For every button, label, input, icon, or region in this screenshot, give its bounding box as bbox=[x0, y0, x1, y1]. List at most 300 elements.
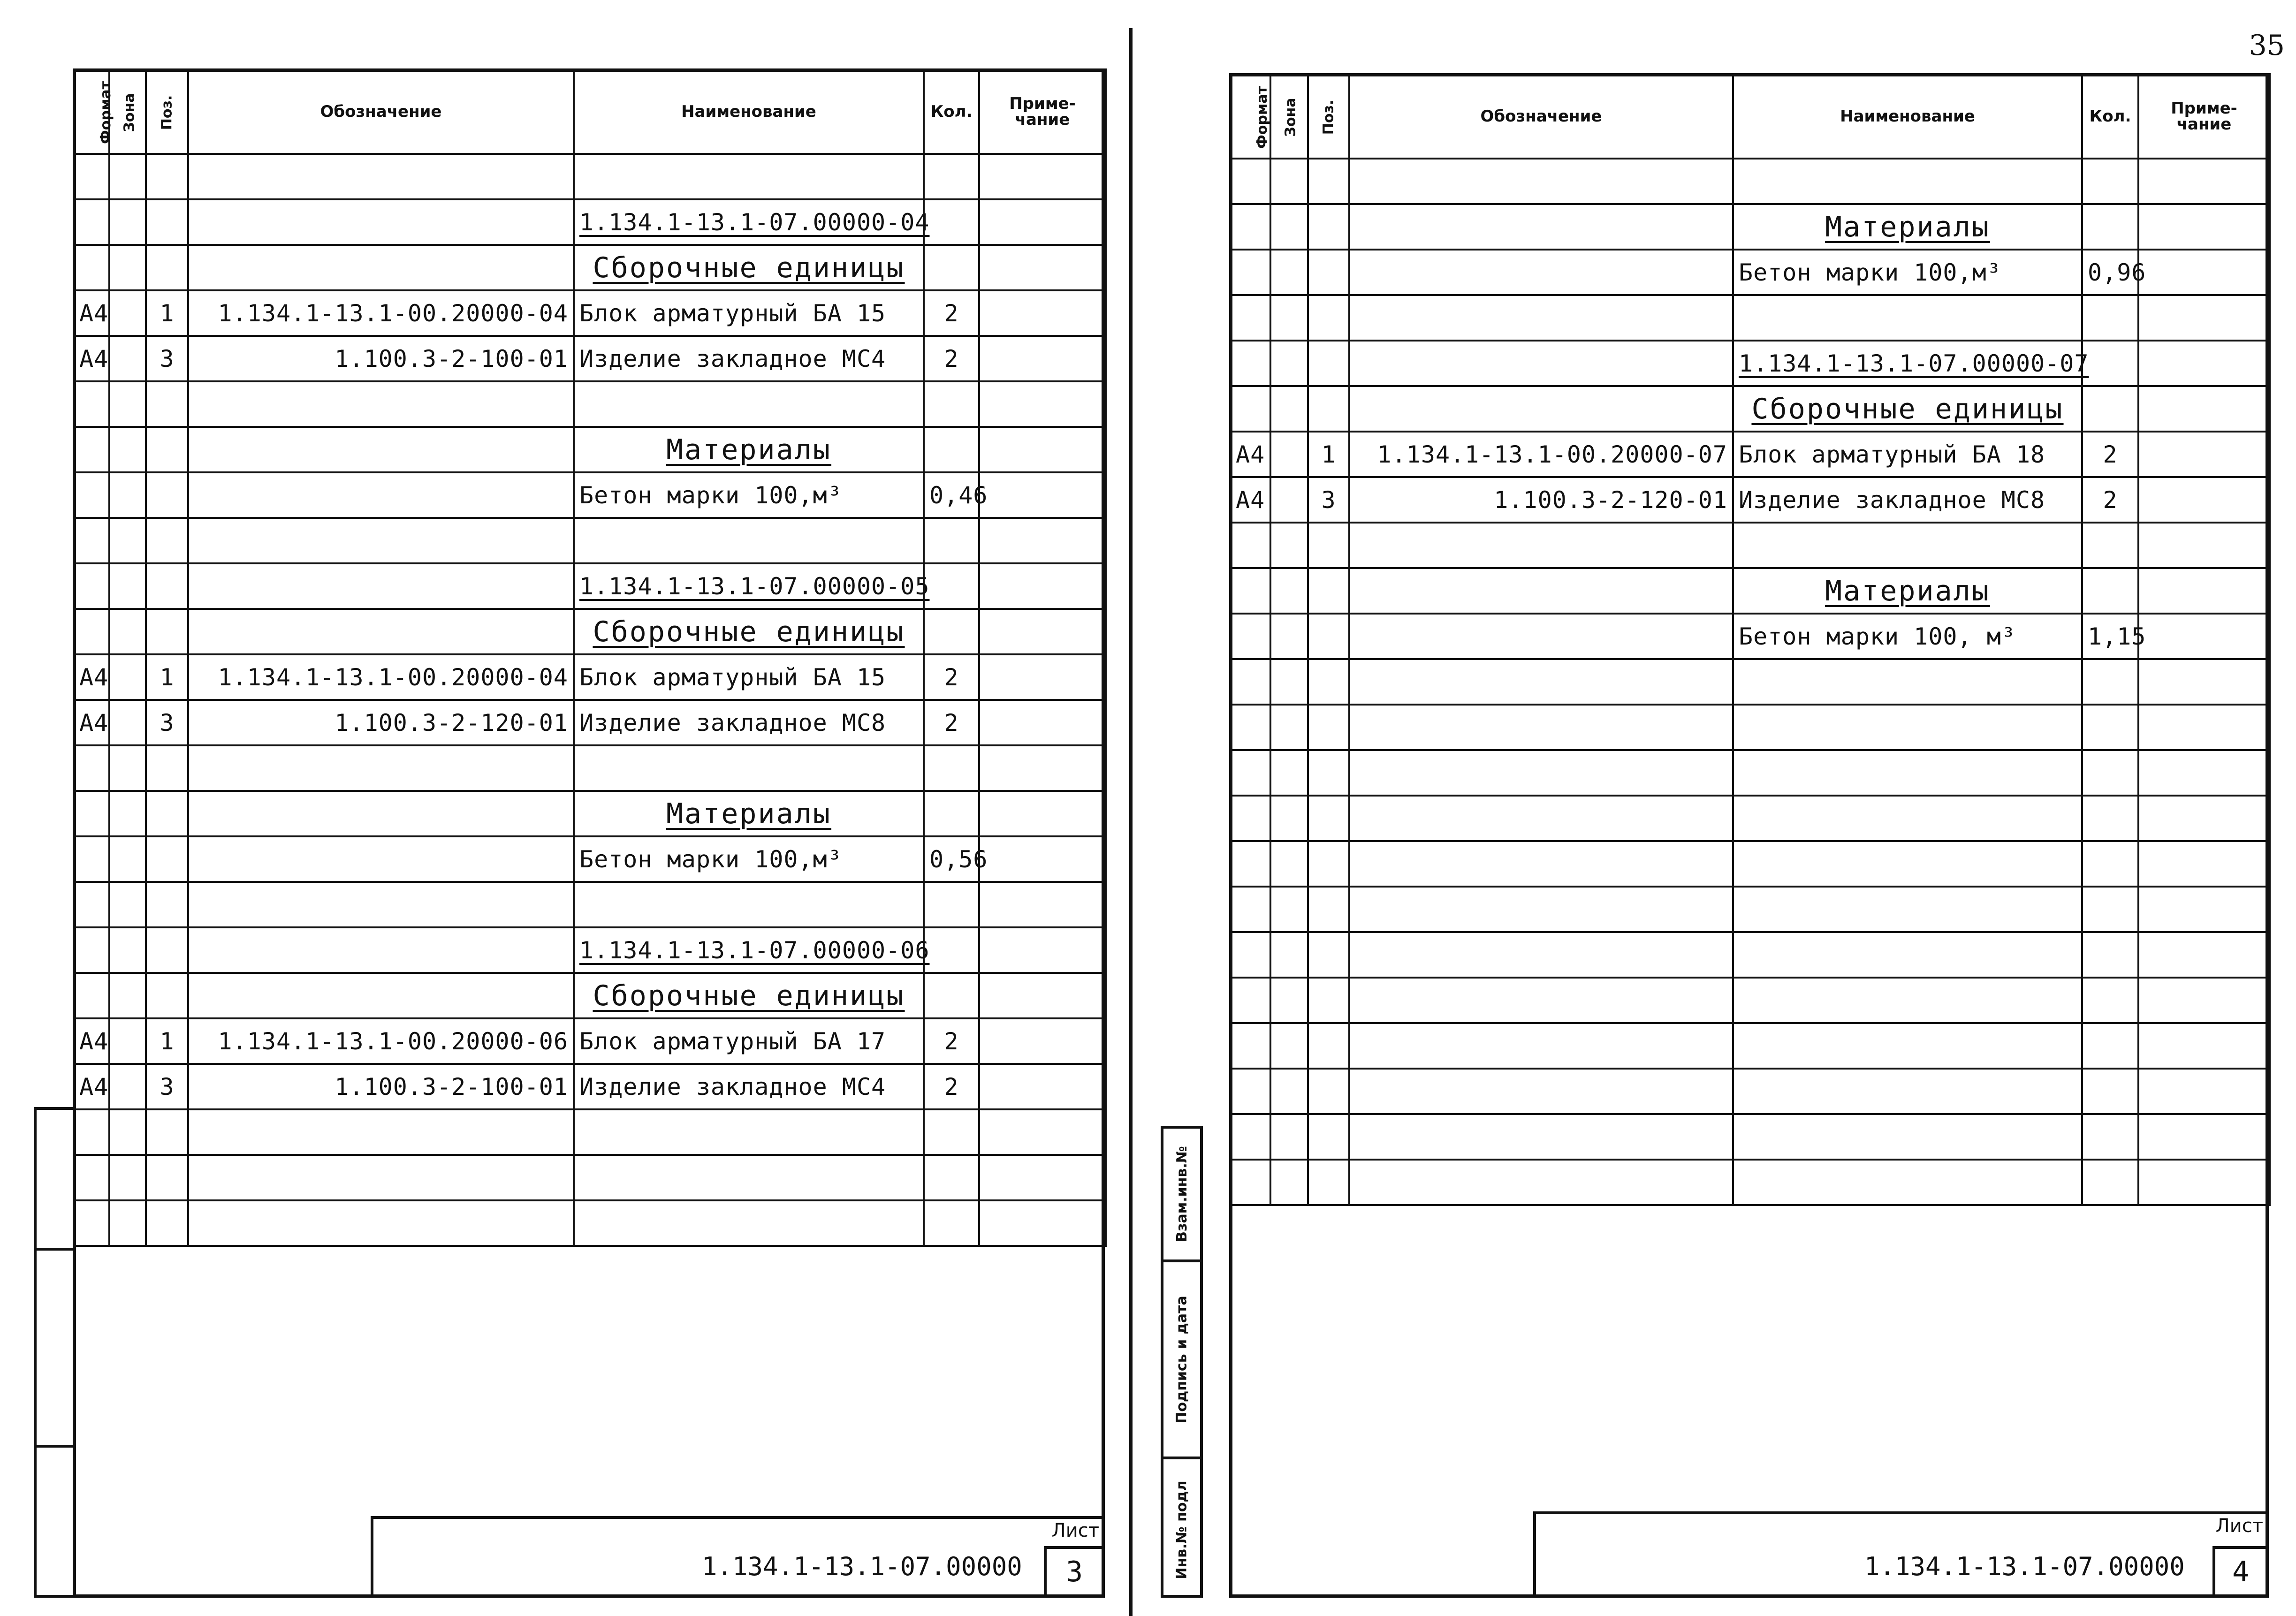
table-row bbox=[74, 472, 1106, 518]
side-label-signature-date: Подпись и дата bbox=[1173, 1295, 1190, 1424]
center-divider bbox=[1129, 28, 1133, 1616]
qty-cell bbox=[924, 154, 979, 199]
pos-cell bbox=[146, 154, 188, 199]
left-stamp-sheet-number: 3 bbox=[1044, 1546, 1105, 1598]
designation-cell bbox=[188, 1155, 574, 1200]
note-cell bbox=[979, 609, 1106, 654]
zone-cell bbox=[109, 245, 146, 290]
note-cell bbox=[2138, 978, 2270, 1023]
note-cell bbox=[979, 1109, 1106, 1155]
name-cell bbox=[1733, 978, 2082, 1023]
note-cell bbox=[2138, 295, 2270, 341]
header-designation: Обозначение bbox=[1349, 74, 1733, 159]
note-cell bbox=[979, 1064, 1106, 1109]
format-cell: А4 bbox=[1230, 432, 1270, 477]
zone-cell bbox=[1270, 614, 1308, 659]
left-stamp-sheet-label: Лист bbox=[1051, 1520, 1099, 1541]
name-cell bbox=[574, 427, 924, 472]
zone-cell bbox=[1270, 432, 1308, 477]
format-cell bbox=[1230, 1069, 1270, 1114]
name-cell bbox=[574, 1109, 924, 1155]
table-row bbox=[74, 973, 1106, 1018]
format-cell: А4 bbox=[74, 700, 109, 745]
zone-cell bbox=[1270, 932, 1308, 978]
table-row bbox=[74, 154, 1106, 199]
zone-cell bbox=[1270, 523, 1308, 568]
format-cell bbox=[74, 791, 109, 836]
name-cell: Блок арматурный БА 15 bbox=[574, 290, 924, 336]
qty-cell bbox=[2082, 1114, 2138, 1160]
table-row bbox=[74, 791, 1106, 836]
designation-cell bbox=[1349, 932, 1733, 978]
pos-cell bbox=[146, 563, 188, 609]
name-cell bbox=[1733, 568, 2082, 614]
name-cell: Изделие закладное МС8 bbox=[574, 700, 924, 745]
designation-cell bbox=[188, 199, 574, 245]
note-cell bbox=[2138, 841, 2270, 887]
qty-cell: 0,96 bbox=[2082, 250, 2138, 295]
name-cell: Бетон марки 100, м³ bbox=[1733, 614, 2082, 659]
table-row bbox=[74, 199, 1106, 245]
pos-cell bbox=[146, 836, 188, 882]
right-stamp-sheet-number: 4 bbox=[2212, 1546, 2269, 1598]
qty-cell bbox=[924, 745, 979, 791]
pos-cell: 1 bbox=[1308, 432, 1349, 477]
designation-cell bbox=[188, 154, 574, 199]
name-cell bbox=[574, 1200, 924, 1246]
designation-cell bbox=[1349, 1023, 1733, 1069]
format-cell bbox=[1230, 386, 1270, 432]
right-spec-table bbox=[1229, 73, 2271, 1206]
table-row bbox=[74, 882, 1106, 927]
table-row bbox=[1230, 1114, 2270, 1160]
pos-cell bbox=[1308, 1069, 1349, 1114]
note-cell bbox=[2138, 386, 2270, 432]
section-heading: Материалы bbox=[1825, 574, 1991, 607]
pos-cell bbox=[146, 882, 188, 927]
variant-title: 1.134.1-13.1-07.00000-07 bbox=[1739, 349, 2089, 377]
note-cell bbox=[2138, 1114, 2270, 1160]
name-cell bbox=[1733, 204, 2082, 250]
qty-cell: 2 bbox=[924, 654, 979, 700]
zone-cell bbox=[109, 973, 146, 1018]
table-row bbox=[74, 1155, 1106, 1200]
pos-cell bbox=[1308, 250, 1349, 295]
qty-cell bbox=[924, 1109, 979, 1155]
zone-cell bbox=[1270, 1114, 1308, 1160]
name-cell: Блок арматурный БА 15 bbox=[574, 654, 924, 700]
name-cell bbox=[574, 563, 930, 609]
designation-cell bbox=[1349, 1069, 1733, 1114]
side-label-inv-replacement: Взам.инв.№ bbox=[1173, 1146, 1190, 1242]
right-title-block bbox=[1533, 1511, 2269, 1598]
designation-cell bbox=[188, 927, 574, 973]
zone-cell bbox=[1270, 250, 1308, 295]
format-cell bbox=[1230, 250, 1270, 295]
table-row bbox=[74, 518, 1106, 563]
pos-cell bbox=[1308, 341, 1349, 386]
qty-cell bbox=[2082, 978, 2138, 1023]
designation-cell bbox=[188, 563, 574, 609]
note-cell bbox=[979, 290, 1106, 336]
zone-cell bbox=[1270, 705, 1308, 750]
qty-cell: 0,46 bbox=[924, 472, 979, 518]
qty-cell: 2 bbox=[924, 290, 979, 336]
note-cell bbox=[2138, 204, 2270, 250]
qty-cell bbox=[924, 609, 979, 654]
zone-cell bbox=[109, 882, 146, 927]
note-cell bbox=[2138, 796, 2270, 841]
table-row bbox=[1230, 659, 2270, 705]
designation-cell bbox=[1349, 204, 1733, 250]
qty-cell bbox=[2082, 1069, 2138, 1114]
qty-cell bbox=[924, 381, 979, 427]
header-zone: Зона bbox=[109, 69, 146, 154]
name-cell: Блок арматурный БА 17 bbox=[574, 1018, 924, 1064]
pos-cell: 1 bbox=[146, 1018, 188, 1064]
zone-cell bbox=[1270, 750, 1308, 796]
table-row bbox=[1230, 477, 2270, 523]
note-cell bbox=[979, 927, 1106, 973]
qty-cell bbox=[2082, 204, 2138, 250]
pos-cell bbox=[146, 609, 188, 654]
table-header-row bbox=[1230, 74, 2270, 159]
table-row bbox=[74, 1018, 1106, 1064]
table-row bbox=[1230, 523, 2270, 568]
name-cell bbox=[574, 154, 924, 199]
format-cell: А4 bbox=[74, 654, 109, 700]
note-cell bbox=[979, 563, 1106, 609]
pos-cell bbox=[1308, 159, 1349, 204]
qty-cell bbox=[924, 1155, 979, 1200]
pos-cell bbox=[1308, 204, 1349, 250]
format-cell bbox=[74, 518, 109, 563]
zone-cell bbox=[109, 1109, 146, 1155]
left-title-block bbox=[371, 1516, 1105, 1598]
qty-cell bbox=[2082, 1160, 2138, 1205]
pos-cell: 3 bbox=[146, 1064, 188, 1109]
section-heading: Материалы bbox=[666, 433, 832, 466]
designation-cell: 1.100.3-2-100-01 bbox=[188, 1064, 574, 1109]
qty-cell bbox=[2082, 523, 2138, 568]
table-row bbox=[74, 836, 1106, 882]
format-cell bbox=[1230, 295, 1270, 341]
qty-cell bbox=[2082, 159, 2138, 204]
name-cell bbox=[1733, 159, 2082, 204]
pos-cell: 1 bbox=[146, 290, 188, 336]
format-cell bbox=[1230, 1114, 1270, 1160]
note-cell bbox=[979, 882, 1106, 927]
table-row bbox=[1230, 204, 2270, 250]
qty-cell bbox=[924, 1200, 979, 1246]
name-cell: Бетон марки 100,м³ bbox=[574, 836, 924, 882]
name-cell bbox=[574, 1155, 924, 1200]
zone-cell bbox=[1270, 1023, 1308, 1069]
designation-cell: 1.134.1-13.1-00.20000-04 bbox=[188, 290, 574, 336]
name-cell bbox=[1733, 750, 2082, 796]
table-row bbox=[1230, 1160, 2270, 1205]
qty-cell bbox=[2082, 750, 2138, 796]
note-cell bbox=[2138, 432, 2270, 477]
pos-cell bbox=[1308, 568, 1349, 614]
designation-cell bbox=[188, 518, 574, 563]
name-cell bbox=[574, 927, 930, 973]
qty-cell bbox=[924, 563, 979, 609]
zone-cell bbox=[109, 199, 146, 245]
zone-cell bbox=[109, 563, 146, 609]
designation-cell bbox=[1349, 750, 1733, 796]
format-cell bbox=[74, 745, 109, 791]
format-cell bbox=[1230, 1160, 1270, 1205]
variant-title: 1.134.1-13.1-07.00000-05 bbox=[579, 572, 930, 600]
zone-cell bbox=[109, 654, 146, 700]
qty-cell: 0,56 bbox=[924, 836, 979, 882]
qty-cell bbox=[924, 973, 979, 1018]
designation-cell bbox=[1349, 568, 1733, 614]
pos-cell: 3 bbox=[146, 700, 188, 745]
pos-cell bbox=[1308, 705, 1349, 750]
side-label-inv-original: Инв.№ подл bbox=[1173, 1480, 1190, 1579]
format-cell: А4 bbox=[74, 1064, 109, 1109]
note-cell bbox=[2138, 887, 2270, 932]
name-cell: Изделие закладное МС4 bbox=[574, 1064, 924, 1109]
designation-cell bbox=[188, 472, 574, 518]
zone-cell bbox=[109, 154, 146, 199]
format-cell bbox=[74, 973, 109, 1018]
zone-cell bbox=[109, 1018, 146, 1064]
format-cell bbox=[74, 381, 109, 427]
note-cell bbox=[979, 381, 1106, 427]
variant-title: 1.134.1-13.1-07.00000-06 bbox=[579, 936, 930, 964]
note-cell bbox=[2138, 750, 2270, 796]
pos-cell: 1 bbox=[146, 654, 188, 700]
note-cell bbox=[979, 1018, 1106, 1064]
note-cell bbox=[979, 836, 1106, 882]
table-row bbox=[1230, 341, 2270, 386]
zone-cell bbox=[109, 700, 146, 745]
header-name: Наименование bbox=[574, 69, 924, 154]
designation-cell bbox=[188, 745, 574, 791]
table-row bbox=[1230, 932, 2270, 978]
note-cell bbox=[2138, 932, 2270, 978]
qty-cell bbox=[924, 245, 979, 290]
name-cell bbox=[574, 518, 924, 563]
zone-cell bbox=[1270, 796, 1308, 841]
table-row bbox=[1230, 386, 2270, 432]
pos-cell bbox=[146, 1109, 188, 1155]
zone-cell bbox=[1270, 477, 1308, 523]
table-row bbox=[1230, 750, 2270, 796]
zone-cell bbox=[1270, 386, 1308, 432]
table-row bbox=[1230, 159, 2270, 204]
zone-cell bbox=[109, 336, 146, 381]
name-cell bbox=[574, 791, 924, 836]
zone-cell bbox=[1270, 659, 1308, 705]
name-cell bbox=[1733, 523, 2082, 568]
zone-cell bbox=[109, 1200, 146, 1246]
table-row bbox=[1230, 614, 2270, 659]
pos-cell bbox=[146, 518, 188, 563]
format-cell bbox=[74, 836, 109, 882]
note-cell bbox=[979, 1155, 1106, 1200]
zone-cell bbox=[1270, 887, 1308, 932]
designation-cell bbox=[1349, 341, 1733, 386]
table-row bbox=[74, 381, 1106, 427]
zone-cell bbox=[1270, 1160, 1308, 1205]
note-cell bbox=[979, 199, 1106, 245]
note-cell bbox=[2138, 477, 2270, 523]
table-row bbox=[1230, 432, 2270, 477]
section-heading: Сборочные единицы bbox=[593, 979, 905, 1012]
zone-cell bbox=[1270, 159, 1308, 204]
table-row bbox=[74, 1200, 1106, 1246]
format-cell bbox=[1230, 705, 1270, 750]
table-row bbox=[1230, 978, 2270, 1023]
table-row bbox=[1230, 1023, 2270, 1069]
left-stamp-code: 1.134.1-13.1-07.00000 bbox=[702, 1552, 1022, 1581]
name-cell bbox=[574, 245, 924, 290]
note-cell bbox=[2138, 705, 2270, 750]
note-cell bbox=[2138, 659, 2270, 705]
format-cell: А4 bbox=[74, 336, 109, 381]
designation-cell bbox=[1349, 159, 1733, 204]
header-pos: Поз. bbox=[1308, 74, 1349, 159]
zone-cell bbox=[109, 927, 146, 973]
designation-cell bbox=[188, 1109, 574, 1155]
format-cell bbox=[74, 1155, 109, 1200]
zone-cell bbox=[109, 1155, 146, 1200]
format-cell: А4 bbox=[74, 290, 109, 336]
format-cell bbox=[74, 1109, 109, 1155]
zone-cell bbox=[109, 836, 146, 882]
designation-cell: 1.134.1-13.1-00.20000-06 bbox=[188, 1018, 574, 1064]
pos-cell bbox=[146, 1200, 188, 1246]
format-cell bbox=[1230, 932, 1270, 978]
table-header-row bbox=[74, 69, 1106, 154]
name-cell: Блок арматурный БА 18 bbox=[1733, 432, 2082, 477]
zone-cell bbox=[109, 518, 146, 563]
zone-cell bbox=[109, 791, 146, 836]
variant-title: 1.134.1-13.1-07.00000-04 bbox=[579, 208, 930, 236]
format-cell bbox=[1230, 659, 1270, 705]
name-cell bbox=[574, 381, 924, 427]
qty-cell bbox=[2082, 341, 2138, 386]
note-cell bbox=[2138, 250, 2270, 295]
designation-cell bbox=[188, 1200, 574, 1246]
designation-cell: 1.100.3-2-100-01 bbox=[188, 336, 574, 381]
format-cell bbox=[1230, 796, 1270, 841]
table-row bbox=[1230, 1069, 2270, 1114]
note-cell bbox=[979, 973, 1106, 1018]
pos-cell bbox=[1308, 386, 1349, 432]
header-designation: Обозначение bbox=[188, 69, 574, 154]
name-cell: Изделие закладное МС8 bbox=[1733, 477, 2082, 523]
qty-cell bbox=[924, 791, 979, 836]
table-row bbox=[74, 1109, 1106, 1155]
left-side-strip bbox=[34, 1107, 76, 1598]
note-cell bbox=[979, 745, 1106, 791]
designation-cell bbox=[1349, 386, 1733, 432]
format-cell bbox=[74, 882, 109, 927]
note-cell bbox=[979, 654, 1106, 700]
format-cell: А4 bbox=[74, 1018, 109, 1064]
table-row bbox=[74, 700, 1106, 745]
designation-cell bbox=[1349, 887, 1733, 932]
qty-cell: 2 bbox=[2082, 477, 2138, 523]
name-cell bbox=[1733, 887, 2082, 932]
note-cell bbox=[979, 700, 1106, 745]
designation-cell bbox=[1349, 796, 1733, 841]
name-cell: Бетон марки 100,м³ bbox=[574, 472, 924, 518]
designation-cell bbox=[188, 381, 574, 427]
name-cell bbox=[1733, 841, 2082, 887]
format-cell bbox=[74, 927, 109, 973]
table-row bbox=[74, 427, 1106, 472]
pos-cell bbox=[146, 973, 188, 1018]
section-heading: Сборочные единицы bbox=[593, 615, 905, 648]
note-cell bbox=[2138, 159, 2270, 204]
qty-cell bbox=[2082, 386, 2138, 432]
table-row bbox=[74, 1064, 1106, 1109]
page-number: 35 bbox=[2249, 29, 2285, 62]
right-side-strip bbox=[1161, 1126, 1203, 1598]
qty-cell bbox=[924, 518, 979, 563]
zone-cell bbox=[109, 427, 146, 472]
pos-cell bbox=[1308, 887, 1349, 932]
designation-cell: 1.134.1-13.1-00.20000-04 bbox=[188, 654, 574, 700]
section-heading: Сборочные единицы bbox=[1751, 392, 2064, 425]
name-cell bbox=[1733, 1114, 2082, 1160]
note-cell bbox=[2138, 523, 2270, 568]
name-cell bbox=[1733, 1160, 2082, 1205]
designation-cell bbox=[1349, 614, 1733, 659]
left-spec-table bbox=[73, 68, 1107, 1247]
right-stamp-code: 1.134.1-13.1-07.00000 bbox=[1864, 1552, 2185, 1581]
note-cell bbox=[2138, 341, 2270, 386]
note-cell bbox=[979, 472, 1106, 518]
zone-cell bbox=[1270, 204, 1308, 250]
pos-cell bbox=[1308, 932, 1349, 978]
note-cell bbox=[979, 336, 1106, 381]
qty-cell bbox=[2082, 796, 2138, 841]
header-qty: Кол. bbox=[924, 69, 979, 154]
designation-cell bbox=[188, 791, 574, 836]
qty-cell: 2 bbox=[924, 336, 979, 381]
designation-cell bbox=[1349, 523, 1733, 568]
designation-cell bbox=[188, 836, 574, 882]
designation-cell bbox=[1349, 841, 1733, 887]
designation-cell bbox=[1349, 1160, 1733, 1205]
note-cell bbox=[979, 1200, 1106, 1246]
qty-cell: 2 bbox=[2082, 432, 2138, 477]
pos-cell bbox=[146, 199, 188, 245]
header-pos: Поз. bbox=[146, 69, 188, 154]
pos-cell bbox=[146, 427, 188, 472]
pos-cell bbox=[1308, 659, 1349, 705]
zone-cell bbox=[1270, 1069, 1308, 1114]
zone-cell bbox=[1270, 978, 1308, 1023]
header-format: Формат bbox=[1230, 74, 1270, 159]
qty-cell bbox=[2082, 887, 2138, 932]
pos-cell bbox=[146, 791, 188, 836]
format-cell bbox=[74, 427, 109, 472]
qty-cell: 2 bbox=[924, 1064, 979, 1109]
right-stamp-sheet-label: Лист bbox=[2215, 1515, 2263, 1537]
zone-cell bbox=[109, 609, 146, 654]
header-format: Формат bbox=[74, 69, 109, 154]
zone-cell bbox=[109, 745, 146, 791]
table-row bbox=[1230, 841, 2270, 887]
